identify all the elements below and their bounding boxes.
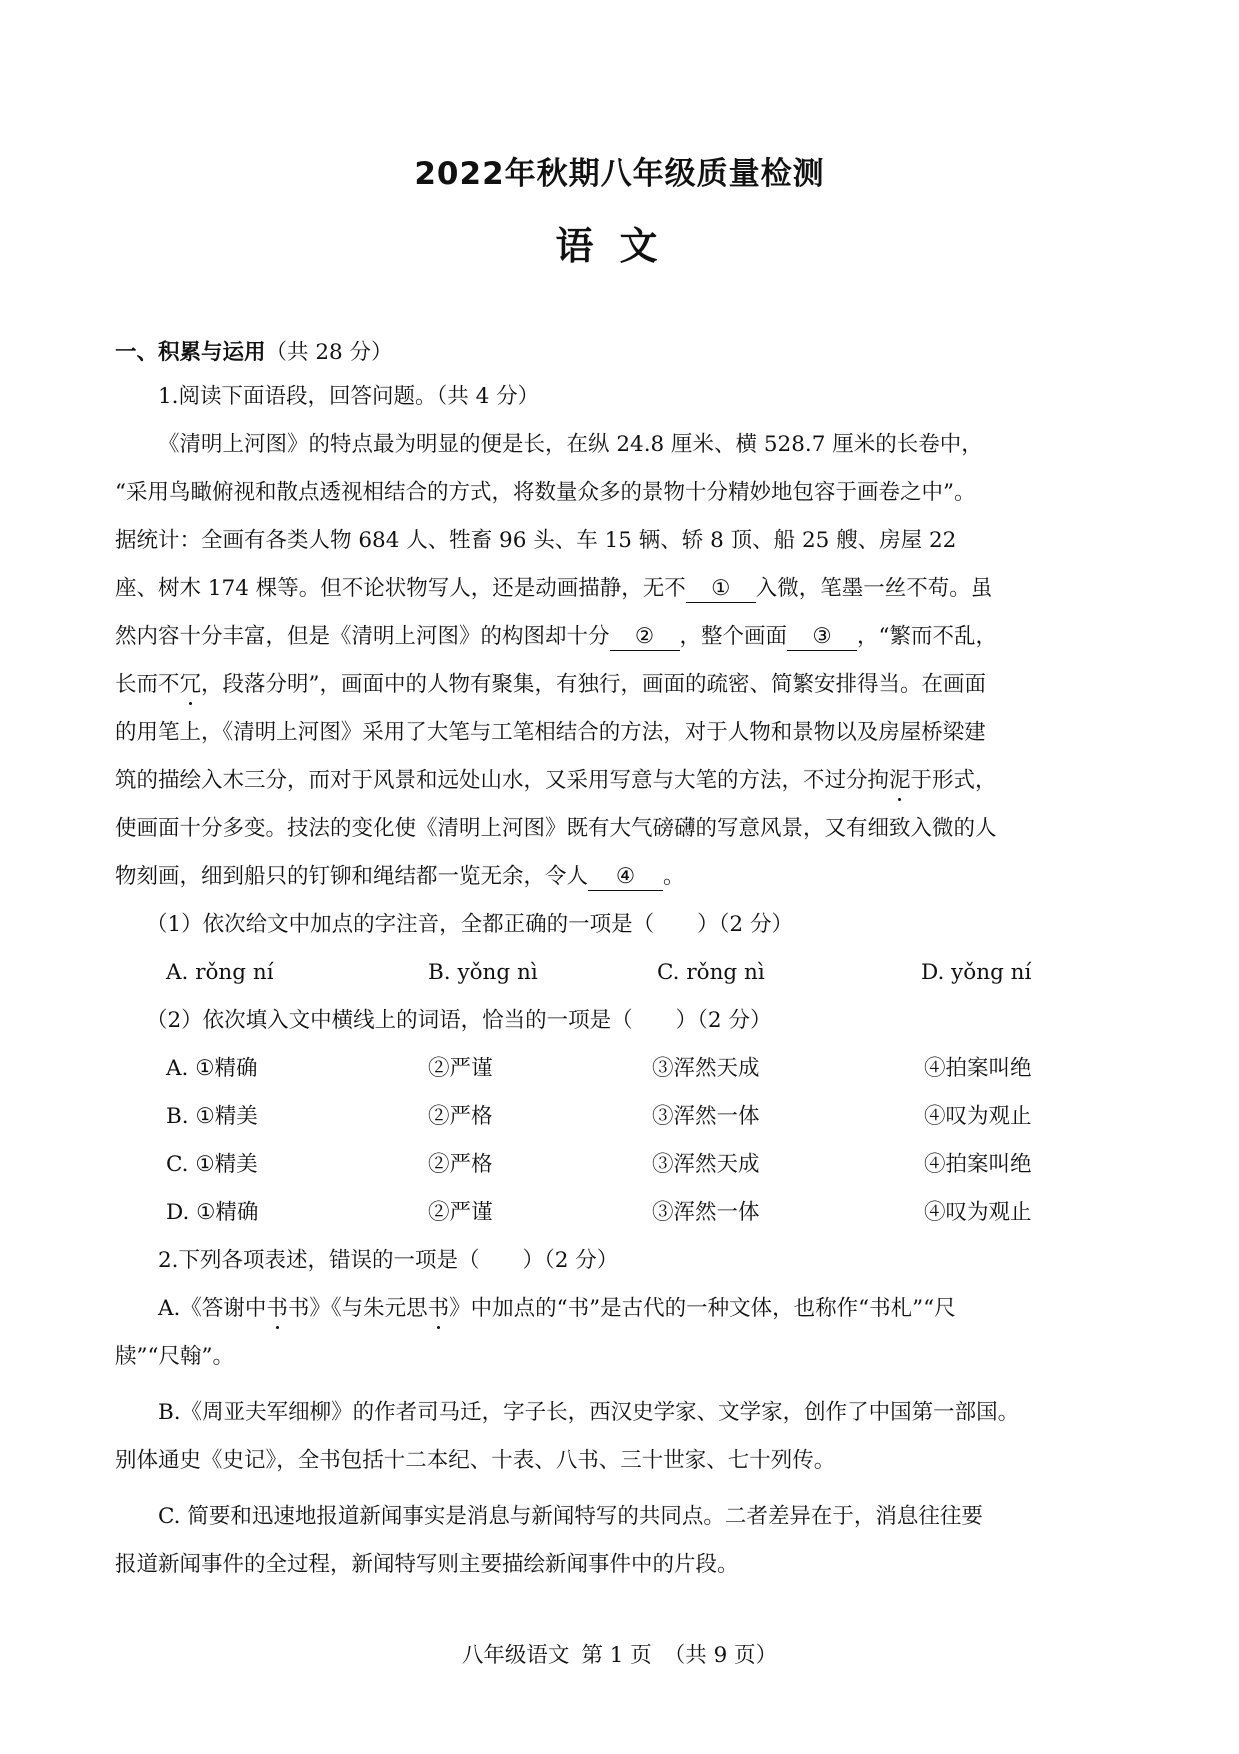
option-a-word-3: ③浑然天成 <box>652 1056 760 1081</box>
subquestion-2-stem: （2）依次填入文中横线上的词语，恰当的一项是（ ）（2 分） <box>146 1008 772 1033</box>
section-heading <box>115 338 393 368</box>
page-footer <box>0 1638 1239 1669</box>
q2-option-a-line-1[interactable] <box>158 1294 956 1324</box>
blank-3: ③ <box>787 624 857 651</box>
passage-line-7: 的用笔上，《清明上河图》采用了大笔与工笔相结合的方法，对于人物和景物以及房屋桥梁建 <box>115 720 986 745</box>
passage-line-6 <box>115 670 986 700</box>
option-b-word-3: ③浑然一体 <box>652 1104 760 1129</box>
passage-line-9: 使画面十分多变。技法的变化使《清明上河图》既有大气磅礴的写意风景，又有细致入微的人 <box>115 816 997 841</box>
section-title: 一、积累与运用 <box>115 340 266 365</box>
passage-text: 筑的描绘入木三分，而对于风景和远处山水，又采用写意与大笔的方法，不过分拘 <box>115 768 890 793</box>
option-d-word-3: ③浑然一体 <box>652 1200 760 1225</box>
passage-text: 然内容十分丰富，但是《清明上河图》的构图却十分 <box>115 624 610 649</box>
option-d-word-1[interactable]: D. ①精确 <box>166 1200 259 1225</box>
passage-line-3: 据统计：全画有各类人物 684 人、牲畜 96 头、车 15 辆、轿 8 顶、船 25 艘、房屋 22 <box>115 528 957 553</box>
option-a-word-1[interactable]: A. ①精确 <box>166 1056 258 1081</box>
dotted-char: 泥 <box>889 766 911 796</box>
footer-total: （共 9 页） <box>663 1643 778 1668</box>
section-score: （共 28 分） <box>265 340 393 365</box>
option-c-word-1[interactable]: C. ①精美 <box>166 1152 258 1177</box>
option-b-word-2: ②严格 <box>428 1104 493 1129</box>
passage-line-1: 《清明上河图》的特点最为明显的便是长，在纵 24.8 厘米、横 528.7 厘米的长卷中， <box>158 432 983 457</box>
blank-4: ④ <box>588 864 663 891</box>
passage-text: 。 <box>663 864 685 889</box>
exam-title: 2022年秋期八年级质量检测 <box>414 156 825 192</box>
passage-text: ，整个画面 <box>679 624 788 649</box>
option-text: 书》《与朱元思 <box>287 1296 428 1321</box>
option-a-word-2: ②严谨 <box>428 1056 493 1081</box>
option-a[interactable]: A. rǒng ní <box>166 960 274 985</box>
passage-line-10 <box>115 862 685 892</box>
q2-option-b-line-1[interactable]: B.《周亚夫军细柳》的作者司马迁，字子长，西汉史学家、文学家，创作了中国第一部国。 <box>158 1400 1020 1425</box>
q2-option-a-line-2: 牍”“尺翰”。 <box>115 1344 234 1369</box>
question-2-stem: 2.下列各项表述，错误的一项是（ ）（2 分） <box>158 1248 619 1273</box>
option-text: A.《答谢中 <box>158 1296 267 1321</box>
footer-page: 第 1 页 <box>581 1643 652 1668</box>
passage-text: 长而不 <box>115 672 180 697</box>
footer-subject: 八年级语文 <box>461 1643 570 1668</box>
option-c-word-3: ③浑然天成 <box>652 1152 760 1177</box>
option-c-word-2: ②严格 <box>428 1152 493 1177</box>
passage-line-5 <box>115 622 997 652</box>
option-b-word-4: ④叹为观止 <box>924 1104 1032 1129</box>
blank-1: ① <box>686 576 756 603</box>
passage-line-4 <box>115 574 992 604</box>
option-c-word-4: ④拍案叫绝 <box>924 1152 1032 1177</box>
passage-text: 于形式， <box>910 768 997 793</box>
option-text: 》中加点的“书”是古代的一种文体，也称作“书札”“尺 <box>449 1296 956 1321</box>
passage-text: ，“繁而不乱， <box>857 624 998 649</box>
option-d[interactable]: D. yǒng ní <box>921 960 1032 985</box>
option-d-word-4: ④叹为观止 <box>924 1200 1032 1225</box>
q2-option-c-line-1[interactable]: C. 简要和迅速地报道新闻事实是消息与新闻特写的共同点。二者差异在于，消息往往要 <box>158 1504 983 1529</box>
passage-text: 座、树木 174 棵等。但不论状物写人，还是动画描静，无不 <box>115 576 686 601</box>
dotted-char: 书 <box>428 1294 450 1324</box>
passage-text: ，段落分明”，画面中的人物有聚集，有独行，画面的疏密、简繁安排得当。在画面 <box>201 672 987 697</box>
option-b[interactable]: B. yǒng nì <box>428 960 538 985</box>
subject-title: 语文 <box>555 224 684 268</box>
dotted-char: 冗 <box>180 670 202 700</box>
q2-option-c-line-2: 报道新闻事件的全过程，新闻特写则主要描绘新闻事件中的片段。 <box>115 1552 739 1577</box>
q2-option-b-line-2: 别体通史《史记》，全书包括十二本纪、十表、八书、三十世家、七十列传。 <box>115 1448 836 1473</box>
blank-2: ② <box>610 624 680 651</box>
dotted-char: 书 <box>266 1294 288 1324</box>
question-1-stem: 1.阅读下面语段，回答问题。（共 4 分） <box>158 384 540 409</box>
option-c[interactable]: C. rǒng nì <box>657 960 765 985</box>
passage-text: 入微，笔墨一丝不苟。虽 <box>755 576 993 601</box>
passage-line-8 <box>115 766 997 796</box>
passage-line-2: “采用鸟瞰俯视和散点透视相结合的方式，将数量众多的景物十分精妙地包容于画卷之中”。 <box>115 480 976 505</box>
option-b-word-1[interactable]: B. ①精美 <box>166 1104 258 1129</box>
option-d-word-2: ②严谨 <box>428 1200 493 1225</box>
subquestion-1-stem: （1）依次给文中加点的字注音，全都正确的一项是（ ）（2 分） <box>146 912 793 937</box>
option-a-word-4: ④拍案叫绝 <box>924 1056 1032 1081</box>
passage-text: 物刻画，细到船只的钉铆和绳结都一览无余，令人 <box>115 864 589 889</box>
